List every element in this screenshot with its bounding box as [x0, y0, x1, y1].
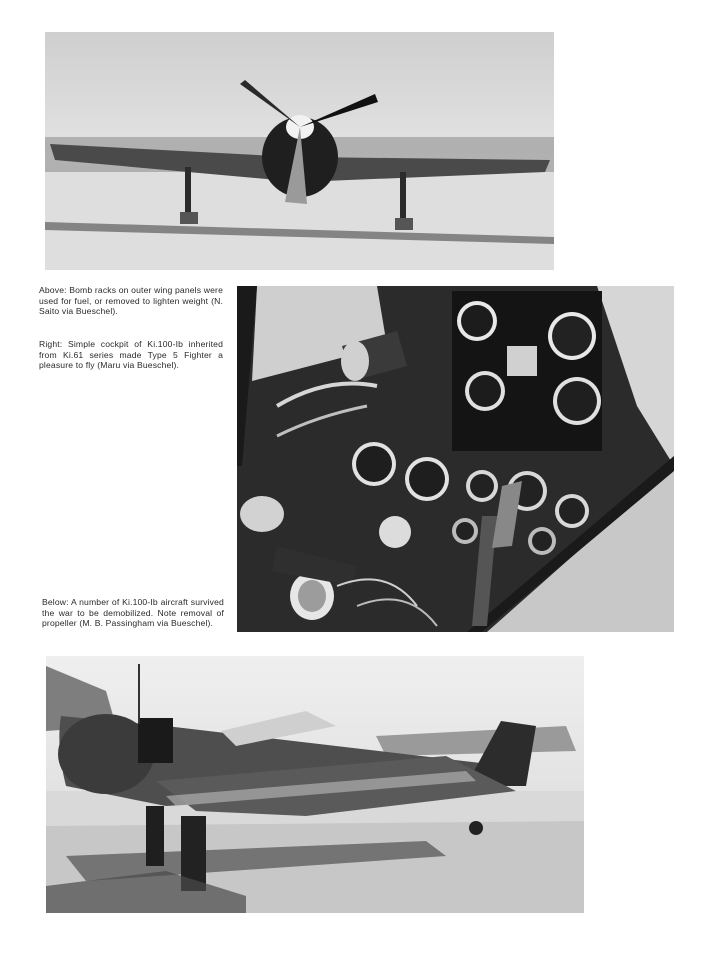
photo-aircraft-front-view: [45, 32, 554, 270]
caption-below: Below: A number of Ki.100-Ib aircraft survived the war to be demobilized. Note removal of propeller (M. B. Passingham via Bueschel).: [42, 597, 224, 629]
caption-above: Above: Bomb racks on outer wing panels were used for fuel, or removed to lighten weight (N. Saito via Bueschel).: [39, 285, 223, 317]
aircraft-front-photo-image: [45, 32, 554, 270]
photo-aircraft-side-view: [46, 656, 584, 913]
caption-right: Right: Simple cockpit of Ki.100-Ib inherited from Ki.61 series made Type 5 Fighter a pleasure to fly (Maru via Bueschel).: [39, 339, 223, 371]
aircraft-side-photo-image: [46, 656, 584, 913]
photo-cockpit-instrument-panel: [237, 286, 674, 632]
cockpit-photo-image: [237, 286, 674, 632]
